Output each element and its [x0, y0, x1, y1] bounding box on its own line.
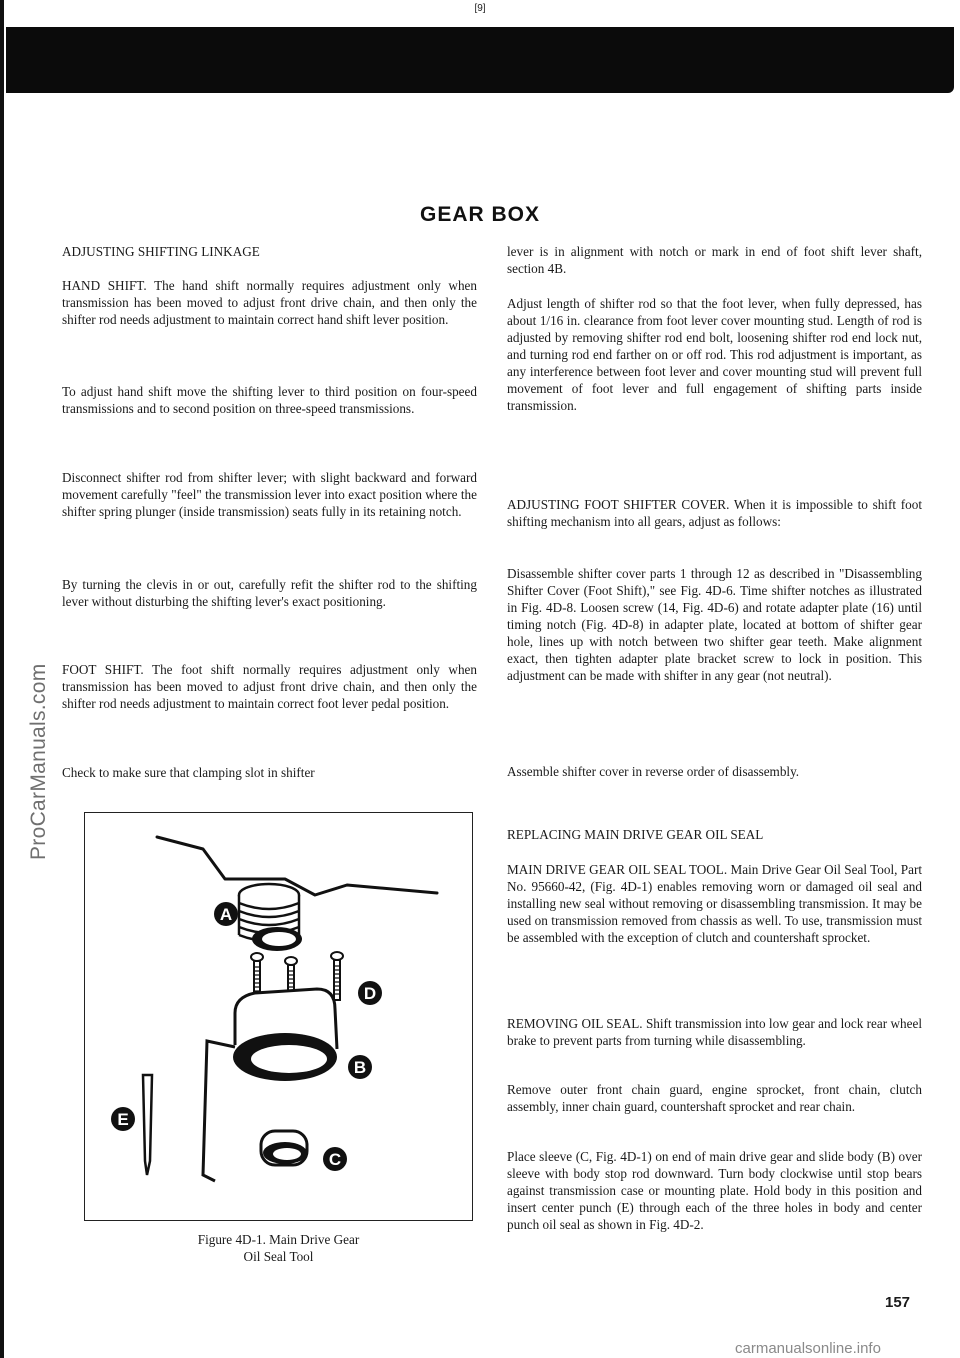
label-d: D: [363, 984, 377, 1003]
caption-line-2: Oil Seal Tool: [243, 1249, 314, 1264]
paragraph-section-heading: [62, 243, 477, 260]
lead-hand-shift: HAND SHIFT.: [62, 278, 147, 293]
text-place-sleeve: Place sleeve (C, Fig. 4D-1) on end of main drive gear and slide body (B) over sleeve with body stop rod downward. Turn body clockwise until stop bears against transmission case or mounting plate. Hold body in this position and insert center punch (E) through each of the three holes in body and center punch oil seal as shown in Fig. 4D-2.: [507, 1149, 922, 1232]
text-remove-guard: Remove outer front chain guard, engine sprocket, front chain, clutch assembly, inner chain guard, countershaft sprocket and rear chain.: [507, 1082, 922, 1114]
text-hand-shift: The hand shift normally requires adjustment only when transmission has been moved to adjust front drive chain, and then only the shifter rod needs adjustment to maintain correct hand shift lever position.: [62, 278, 477, 327]
text-disassemble-cover: Disassemble shifter cover parts 1 through 12 as described in "Disassembling Shifter Cover (Foot Shift)," see Fig. 4D-6. Time shifter notches as illustrated in Fig. 4D-8. Loosen screw (14, Fig. 4D-6) and rotate adapter plate (16) until timing notch (Fig. 4D-8) in adapter plate, located at bottom of shifter gear hole, lines up with notch between two shifter gear teeth. Make alignment exact, then tighten adapter plate bracket screw to lock in position. This adjustment can be made with shifter in any gear (not neutral).: [507, 566, 922, 683]
text-assemble-cover: Assemble shifter cover in reverse order of disassembly.: [507, 764, 800, 779]
heading-adjusting-linkage: ADJUSTING SHIFTING LINKAGE: [62, 244, 260, 259]
page-reference: [9]: [474, 3, 486, 14]
footer-site-watermark: carmanualsonline.info: [735, 1340, 881, 1357]
paragraph-foot-shifter-cover: [507, 496, 922, 530]
paragraph-check-clamping: [62, 764, 477, 781]
page-number: 157: [885, 1294, 911, 1311]
label-a: A: [219, 905, 233, 924]
text-oil-seal-tool: Main Drive Gear Oil Seal Tool, Part No. 95660-42, (Fig. 4D-1) enables removing worn or damaged oil seal and installing new seal without removing or disassembling transmission. It may be used on transmission removed from chassis as well. To use, transmission must be assembled with the exception of clutch and countershaft sprocket.: [507, 862, 923, 945]
text-adjust-hand-shift: To adjust hand shift move the shifting lever to third position on four-speed transmissions and to second position on three-speed transmissions.: [62, 384, 477, 416]
text-lever-alignment: lever is in alignment with notch or mark in end of foot shift lever shaft, section 4B.: [507, 244, 922, 276]
text-clevis: By turning the clevis in or out, carefully refit the shifter rod to the shifting lever without disturbing the shifting lever's exact positioning.: [62, 577, 477, 609]
label-e: E: [117, 1110, 129, 1129]
text-foot-shifter-cover: When it is impossible to shift foot shifting mechanism into all gears, adjust as follows:: [507, 497, 922, 529]
paragraph-place-sleeve: [507, 1148, 922, 1233]
paragraph-clevis: [62, 576, 477, 610]
text-adjust-rod: Adjust length of shifter rod so that the foot lever, when fully depressed, has about 1/16 in. clearance from foot lever cover mounting stud. Length of rod is adjusted by removing shifter rod end bolt, loosening shifter rod end lock nut, and turning rod end farther on or off rod. This rod adjustment is important, as any interference between foot lever and cover mounting stud will prevent full movement of foot lever and full engagement of shifting parts inside transmission.: [507, 296, 922, 413]
header-banner: [6, 27, 954, 93]
page-title: GEAR BOX: [419, 203, 540, 226]
paragraph-assemble-cover: [507, 763, 922, 780]
heading-replacing-oil-seal: REPLACING MAIN DRIVE GEAR OIL SEAL: [507, 827, 764, 842]
text-disconnect: Disconnect shifter rod from shifter lever; with slight backward and forward movement carefully "feel" the transmission lever into exact position where the shifter spring plunger (inside transmission) seats fully in its retaining notch.: [62, 470, 477, 519]
lead-foot-shift: FOOT SHIFT.: [62, 662, 144, 677]
label-c: C: [328, 1150, 342, 1169]
oil-seal-tool-illustration: [85, 813, 472, 1220]
paragraph-disassemble-cover: [507, 565, 922, 684]
paragraph-hand-shift: [62, 277, 477, 328]
lead-removing-oil-seal: REMOVING OIL SEAL.: [507, 1016, 643, 1031]
paragraph-oil-seal-tool: [507, 861, 922, 946]
lead-oil-seal-tool: MAIN DRIVE GEAR OIL SEAL TOOL.: [507, 862, 728, 877]
paragraph-removing-oil-seal: [507, 1015, 922, 1049]
text-foot-shift: The foot shift normally requires adjustment only when transmission has been moved to adjust front drive chain, and then only the shifter rod needs adjustment to maintain correct foot lever pedal position.: [62, 662, 477, 711]
watermark-text: ProCarManuals.com: [27, 663, 50, 860]
paragraph-remove-guard: [507, 1081, 922, 1115]
paragraph-adjust-rod: [507, 295, 922, 414]
caption-line-1: Figure 4D-1. Main Drive Gear: [197, 1232, 360, 1247]
paragraph-adjust-hand-shift: [62, 383, 477, 417]
paragraph-foot-shift: [62, 661, 477, 712]
figure-caption: [84, 1231, 473, 1265]
lead-foot-shifter-cover: ADJUSTING FOOT SHIFTER COVER.: [507, 497, 730, 512]
figure-oil-seal-tool: [84, 812, 473, 1221]
paragraph-disconnect: [62, 469, 477, 520]
text-removing-oil-seal: Shift transmission into low gear and lock rear wheel brake to prevent parts from turning while disassembling.: [507, 1016, 923, 1048]
paragraph-lever-alignment: [507, 243, 922, 277]
paragraph-replacing-heading: [507, 826, 922, 843]
label-b: B: [353, 1058, 367, 1077]
text-check-clamping: Check to make sure that clamping slot in shifter: [62, 765, 315, 780]
